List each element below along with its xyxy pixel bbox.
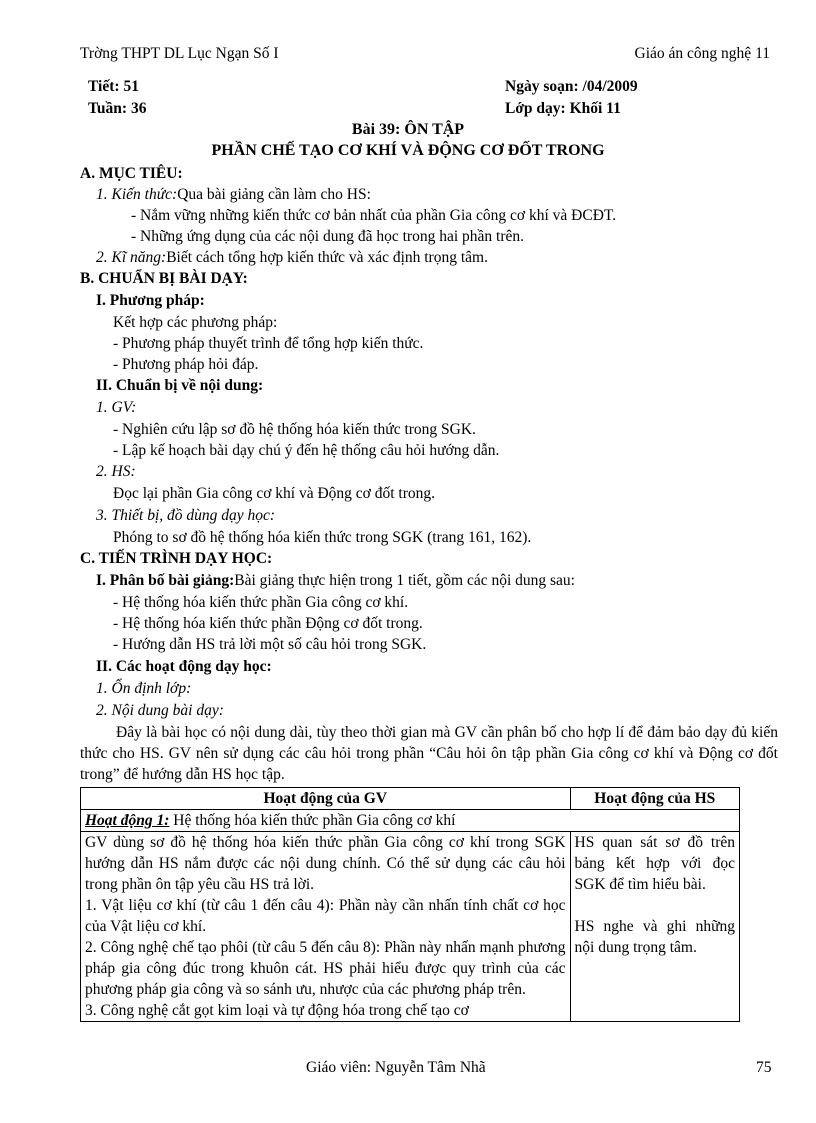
student-activity-cell [570,832,739,1022]
equipment-text: Phóng to sơ đồ hệ thống hóa kiến thức trong SGK (trang 161, 162). [113,529,532,546]
skill-line [96,247,488,268]
hs-label: 2. HS: [96,463,136,480]
student-spacer [575,895,735,916]
header-school: Trờng THPT DL Lục Ngạn Số I [80,45,279,62]
section-c-heading: C. TIẾN TRÌNH DẠY HỌC: [80,550,273,567]
knowledge-line [96,184,371,205]
skill-text: Biết cách tổng hợp kiến thức và xác định trọng tâm. [166,249,488,266]
method-bullet-2: - Phương pháp hỏi đáp. [113,356,259,373]
gv-label: 1. GV: [96,399,137,416]
table-row [81,832,740,1022]
method-text: Kết hợp các phương pháp: [113,314,278,331]
teacher-paragraph-3: 2. Công nghệ chế tạo phôi (từ câu 5 đến câu 8): Phần này nhấn mạnh phương pháp gia công đúc trong khuôn cát. HS phải hiểu được quy trình của các phương pháp gia công và so sánh ưu, nhược của các phương pháp trên. [85,939,566,998]
activity-table [80,787,740,1022]
col-teacher-header: Hoạt động của GV [81,788,571,810]
activities-heading: II. Các hoạt động dạy học: [96,658,272,675]
activity-1-label: Hoạt động 1: [85,812,170,829]
teacher-paragraph-2: 1. Vật liệu cơ khí (từ câu 1 đến câu 4): Phần này cần nhấn tính chất cơ học của Vật liệu cơ khí. [85,897,566,935]
header-subject: Giáo án công nghệ 11 [634,45,770,62]
hs-text: Đọc lại phần Gia công cơ khí và Động cơ đốt trong. [113,485,436,502]
section-a-heading: A. MỤC TIÊU: [80,165,183,182]
page-number: 75 [756,1059,772,1076]
activity-1-text: Hệ thống hóa kiến thức phần Gia công cơ khí [169,812,456,829]
knowledge-text: Qua bài giảng cần làm cho HS: [177,186,371,203]
knowledge-bullet-2: - Những ứng dụng của các nội dung đã học trong hai phần trên. [131,228,525,245]
distribution-text: Bài giảng thực hiện trong 1 tiết, gồm các nội dung sau: [234,572,575,589]
lesson-content-label: 2. Nội dung bài dạy: [96,702,224,719]
skill-label: 2. Kĩ năng: [96,249,167,266]
gv-bullet-1: - Nghiên cứu lập sơ đồ hệ thống hóa kiến thức trong SGK. [113,421,476,438]
col-student-header: Hoạt động của HS [570,788,739,810]
lesson-subtitle: PHẦN CHẾ TẠO CƠ KHÍ VÀ ĐỘNG CƠ ĐỐT TRONG [211,142,605,159]
distribution-label: I. Phân bố bài giảng: [96,572,235,589]
gv-bullet-2: - Lập kế hoạch bài dạy chú ý đến hệ thống câu hỏi hướng dẫn. [113,442,500,459]
section-b-heading: B. CHUẨN BỊ BÀI DẠY: [80,270,248,287]
teacher-paragraph-4: 3. Công nghệ cắt gọt kim loại và tự động hóa trong chế tạo cơ [85,1002,469,1019]
student-paragraph-1: HS quan sát sơ đồ trên bảng kết hợp với đọc SGK để tìm hiểu bài. [574,834,735,893]
lesson-title: Bài 39: ÔN TẬP [351,121,465,138]
prepared-date: Ngày soạn: /04/2009 [505,78,638,95]
week-number: Tuần: 36 [88,100,147,117]
class-stabilize-label: 1. Ổn định lớp: [96,680,192,697]
distribution-bullet-3: - Hướng dẫn HS trả lời một số câu hỏi trong SGK. [113,636,427,653]
activity-1-title [81,810,740,832]
teacher-paragraph-1: GV dùng sơ đồ hệ thống hóa kiến thức phần Gia công cơ khí trong SGK hướng dẫn HS nắm được các nội dung chính. Có thể sử dụng các câu hỏi trong phần ôn tập yêu cầu HS trả lời. [85,834,566,893]
student-paragraph-2: HS nghe và ghi những nội dung trọng tâm. [574,918,735,956]
distribution-line [96,570,575,591]
footer-teacher: Giáo viên: Nguyễn Tâm Nhã [306,1059,486,1076]
intro-paragraph: Đây là bài học có nội dung dài, tùy theo thời gian mà GV cần phân bố cho hợp lí để đảm bảo dạy đủ kiến thức cho HS. GV nên sử dụng các câu hỏi trong phần “Câu hỏi ôn tập phần Gia công cơ khí và Động cơ đốt trong” để hướng dẫn HS học tập. [80,724,778,783]
method-heading: I. Phương pháp: [96,292,205,309]
method-bullet-1: - Phương pháp thuyết trình để tổng hợp kiến thức. [113,335,424,352]
distribution-bullet-2: - Hệ thống hóa kiến thức phần Động cơ đốt trong. [113,615,423,632]
knowledge-label: 1. Kiến thức: [96,186,178,203]
lesson-number: Tiết: 51 [88,78,139,95]
class-level: Lớp dạy: Khối 11 [505,100,621,117]
activity-1-row [81,810,740,832]
distribution-bullet-1: - Hệ thống hóa kiến thức phần Gia công cơ khí. [113,594,409,611]
content-prep-heading: II. Chuẩn bị về nội dung: [96,377,264,394]
knowledge-bullet-1: - Nắm vững những kiến thức cơ bản nhất của phần Gia công cơ khí và ĐCĐT. [131,207,617,224]
table-header-row [81,788,740,810]
teacher-activity-cell [81,832,571,1022]
equipment-label: 3. Thiết bị, đồ dùng dạy học: [96,507,276,524]
